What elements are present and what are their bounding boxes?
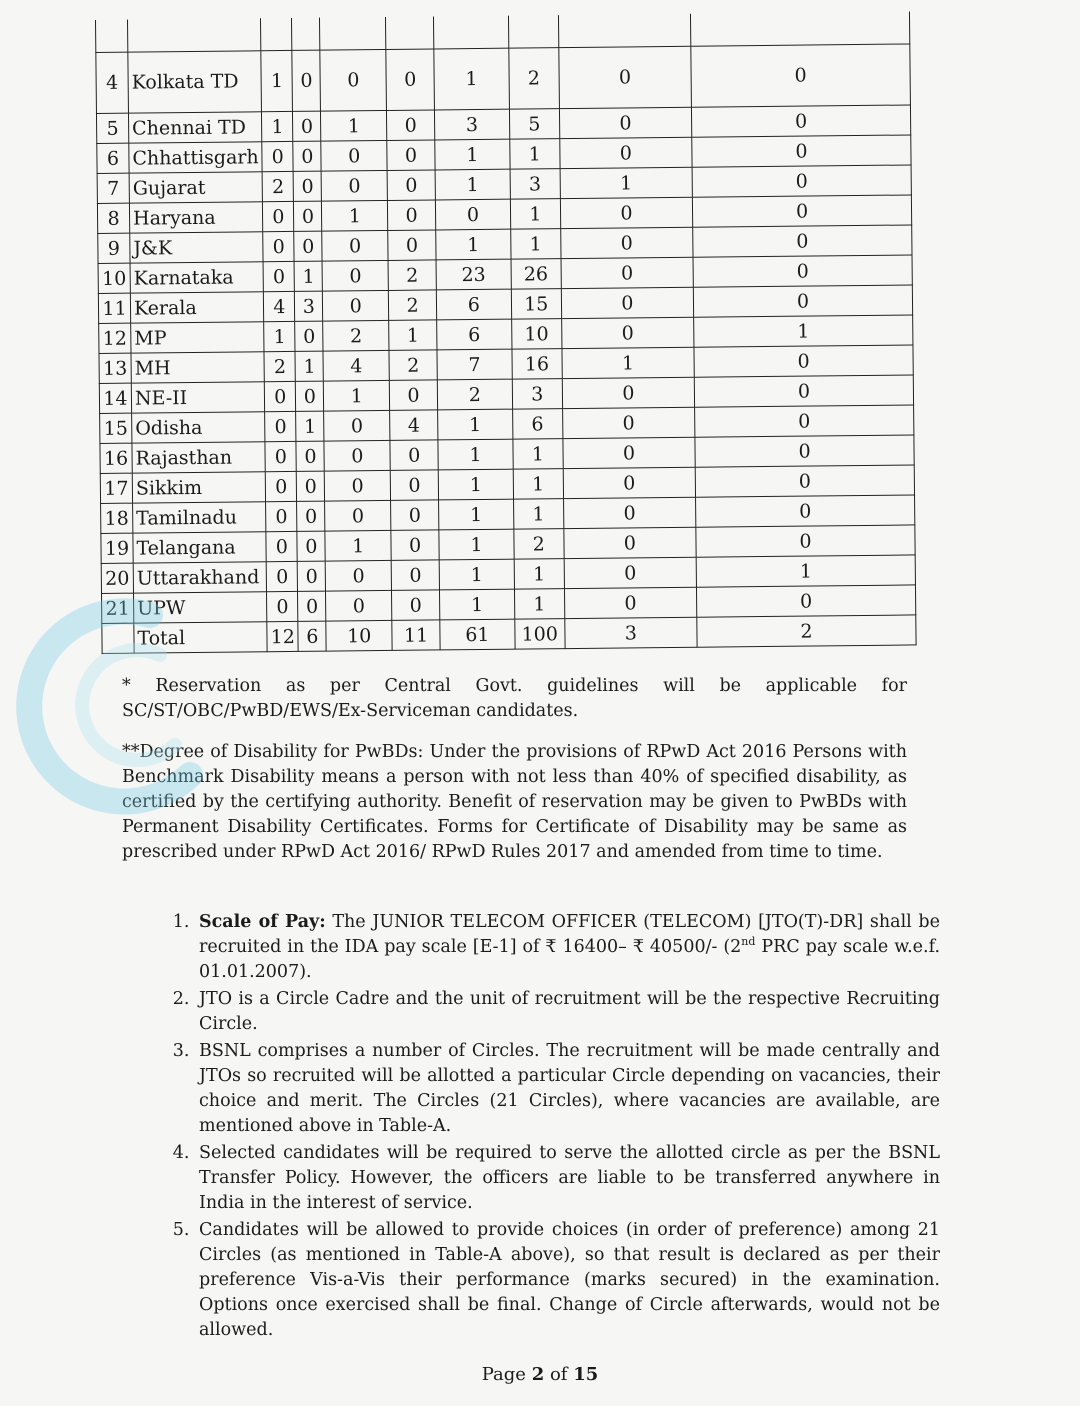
serial-cell: 7	[97, 173, 129, 203]
circle-name-cell: MP	[131, 322, 265, 353]
circle-name-cell: Rajasthan	[132, 442, 266, 473]
count-cell: 1	[514, 589, 564, 620]
count-cell: 0	[325, 470, 391, 501]
disability-paragraph	[122, 740, 907, 865]
count-cell: 3	[295, 291, 323, 321]
count-cell: 1	[694, 315, 913, 347]
count-cell: 0	[322, 230, 388, 261]
circle-name-cell: Haryana	[129, 202, 263, 233]
count-cell: 0	[386, 49, 435, 110]
count-cell: 0	[321, 140, 387, 171]
count-cell: 0	[692, 195, 911, 227]
serial-cell: 4	[96, 52, 129, 113]
serial-cell: 8	[97, 203, 129, 233]
count-cell: 4	[323, 350, 389, 381]
count-cell: 0	[391, 560, 439, 590]
count-cell: 7	[437, 349, 512, 380]
count-cell: 0	[387, 110, 435, 140]
list-item: 3. BSNL comprises a number of Circles. The recruitment will be made centrally and JTOs so recruited will be allotted a particular Circle depending on vacancies, their choice and merit. The Circles (21 Circles), where vacancies are available, are mentioned above in Table-A.	[195, 1039, 940, 1139]
table-row	[96, 44, 911, 114]
count-cell: 3	[510, 169, 560, 200]
count-cell: 1	[696, 555, 915, 587]
vacancy-table	[95, 11, 917, 653]
of-word: of	[549, 1364, 568, 1385]
count-cell: 2	[509, 48, 560, 110]
count-cell: 0	[692, 105, 911, 137]
count-cell: 1	[513, 499, 563, 530]
count-cell: 0	[294, 201, 322, 231]
count-cell: 1	[296, 411, 324, 441]
count-cell: 1	[295, 351, 323, 381]
serial-cell: 21	[102, 593, 134, 623]
count-cell: 1	[325, 530, 391, 561]
circle-name-cell: NE-II	[131, 382, 265, 413]
count-cell: 1	[435, 139, 510, 170]
count-cell: 1	[438, 469, 513, 500]
circle-name-cell: Kerala	[130, 292, 264, 323]
count-cell: 100	[515, 619, 565, 650]
circle-name-cell: Total	[134, 622, 268, 653]
vacancy-table-container	[95, 11, 917, 653]
count-cell: 0	[294, 171, 322, 201]
count-cell: 61	[440, 619, 515, 650]
count-cell: 3	[435, 109, 510, 140]
count-cell: 0	[559, 107, 692, 138]
count-cell: 0	[435, 199, 510, 230]
serial-cell: 20	[101, 563, 133, 593]
count-cell: 0	[293, 111, 321, 141]
count-cell: 1	[261, 50, 293, 111]
count-cell: 2	[262, 171, 293, 201]
scale-of-pay-text-end: PRC pay scale w.e.f. 01.01.2007).	[199, 937, 941, 982]
count-cell: 1	[562, 347, 695, 378]
serial-cell: 5	[96, 113, 128, 143]
count-cell: 0	[388, 200, 436, 230]
count-cell: 5	[509, 109, 559, 140]
count-cell: 0	[696, 495, 915, 527]
list-item: 2. JTO is a Circle Cadre and the unit of recruitment will be the respective Recruiting Circle.	[195, 987, 940, 1037]
circle-name-cell: Tamilnadu	[133, 502, 267, 533]
list-item: 5. Candidates will be allowed to provide choices (in order of preference) among 21 Circles (as mentioned in Table-A above), so that result is declared as per their preference Vis-a-Vis their performance (marks secured) in the examination. Options once exercised shall be final. Change of Circle afterwards, would not be allowed.	[195, 1218, 940, 1343]
count-cell: 0	[563, 497, 696, 528]
count-cell: 0	[387, 170, 435, 200]
count-cell: 2	[697, 615, 916, 647]
count-cell: 0	[561, 317, 694, 348]
circle-name-cell: Kolkata TD	[128, 51, 262, 113]
serial-cell: 12	[99, 323, 131, 353]
count-cell: 11	[392, 620, 440, 650]
circle-name-cell: Chhattisgarh	[129, 142, 263, 173]
count-cell: 0	[693, 255, 912, 287]
count-cell: 0	[392, 590, 440, 620]
count-cell: 1	[324, 380, 390, 411]
count-cell: 0	[320, 49, 386, 111]
count-cell: 0	[297, 501, 325, 531]
count-cell: 23	[436, 259, 511, 290]
count-cell: 0	[296, 381, 324, 411]
serial-cell: 13	[99, 353, 131, 383]
count-cell: 0	[295, 321, 323, 351]
count-cell: 2	[514, 529, 564, 560]
page-footer	[0, 1364, 1080, 1385]
circle-name-cell: Karnataka	[130, 262, 264, 293]
count-cell: 2	[437, 379, 512, 410]
count-cell: 0	[267, 591, 298, 621]
count-cell: 15	[511, 289, 561, 320]
count-cell: 0	[697, 585, 916, 617]
circle-name-cell: UPW	[133, 592, 267, 623]
count-cell: 0	[560, 197, 693, 228]
count-cell: 2	[389, 290, 437, 320]
count-cell: 0	[563, 467, 696, 498]
page-word: Page	[481, 1364, 526, 1385]
count-cell: 0	[387, 140, 435, 170]
page-number: 2	[531, 1364, 545, 1385]
count-cell: 1	[389, 320, 437, 350]
count-cell: 0	[266, 561, 297, 591]
count-cell: 1	[322, 200, 388, 231]
count-cell: 3	[512, 379, 562, 410]
count-cell: 1	[513, 439, 563, 470]
count-cell: 0	[323, 290, 389, 321]
count-cell: 0	[696, 525, 915, 557]
count-cell: 0	[560, 227, 693, 258]
total-pages: 15	[573, 1364, 599, 1385]
count-cell: 0	[292, 50, 321, 111]
circle-name-cell: Gujarat	[129, 172, 263, 203]
count-cell: 1	[439, 559, 514, 590]
count-cell: 0	[265, 441, 296, 471]
count-cell: 10	[326, 620, 392, 651]
count-cell: 1	[264, 321, 295, 351]
serial-cell	[102, 623, 134, 653]
circle-name-cell: J&K	[130, 232, 264, 263]
count-cell: 1	[438, 439, 513, 470]
count-cell: 1	[438, 409, 513, 440]
serial-cell: 9	[98, 233, 130, 263]
list-item	[195, 910, 940, 985]
count-cell: 0	[695, 405, 914, 437]
count-cell: 1	[440, 589, 515, 620]
count-cell: 1	[560, 167, 693, 198]
count-cell: 0	[265, 411, 296, 441]
count-cell: 0	[293, 141, 321, 171]
count-cell: 1	[294, 261, 322, 291]
count-cell: 6	[436, 289, 511, 320]
count-cell: 6	[437, 319, 512, 350]
circle-name-cell: Uttarakhand	[133, 562, 267, 593]
count-cell: 16	[512, 349, 562, 380]
circle-name-cell: Chennai TD	[128, 112, 262, 143]
count-cell: 6	[298, 621, 326, 651]
count-cell: 0	[562, 407, 695, 438]
terms-list	[160, 910, 940, 1345]
count-cell: 0	[322, 260, 388, 291]
count-cell: 0	[326, 560, 392, 591]
count-cell: 0	[294, 231, 322, 261]
scale-of-pay-label: Scale of Pay:	[199, 912, 326, 932]
count-cell: 0	[560, 137, 693, 168]
count-cell: 1	[439, 529, 514, 560]
count-cell: 1	[514, 559, 564, 590]
circle-name-cell: MH	[131, 352, 265, 383]
serial-cell: 16	[100, 443, 132, 473]
superscript: nd	[741, 935, 756, 949]
count-cell: 3	[565, 617, 698, 648]
count-cell: 12	[267, 621, 298, 651]
serial-cell: 15	[100, 413, 132, 443]
count-cell: 0	[298, 591, 326, 621]
count-cell: 0	[324, 410, 390, 441]
serial-cell: 19	[101, 533, 133, 563]
count-cell: 0	[692, 135, 911, 167]
count-cell: 0	[695, 435, 914, 467]
count-cell: 0	[692, 165, 911, 197]
count-cell: 1	[321, 110, 387, 141]
count-cell: 4	[390, 410, 438, 440]
count-cell: 0	[390, 470, 438, 500]
count-cell: 0	[391, 500, 439, 530]
count-cell: 0	[265, 381, 296, 411]
count-cell: 0	[564, 557, 697, 588]
count-cell: 0	[691, 44, 911, 107]
count-cell: 0	[389, 380, 437, 410]
count-cell: 10	[511, 319, 561, 350]
count-cell: 0	[326, 590, 392, 621]
serial-cell: 10	[98, 263, 130, 293]
count-cell: 2	[388, 260, 436, 290]
circle-name-cell: Odisha	[132, 412, 266, 443]
count-cell: 1	[439, 499, 514, 530]
count-cell: 2	[264, 351, 295, 381]
count-cell: 0	[561, 287, 694, 318]
count-cell: 0	[559, 46, 692, 108]
count-cell: 0	[561, 257, 694, 288]
count-cell: 0	[562, 377, 695, 408]
count-cell: 4	[264, 291, 295, 321]
count-cell: 0	[563, 437, 696, 468]
circle-name-cell: Telangana	[133, 532, 267, 563]
count-cell: 0	[263, 231, 294, 261]
count-cell: 0	[297, 471, 325, 501]
reservation-footnote: * Reservation as per Central Govt. guidelines will be applicable for SC/ST/OBC/PwBD/EWS/Ex-Serviceman candidates.	[122, 676, 907, 721]
count-cell: 0	[325, 500, 391, 531]
serial-cell: 14	[99, 383, 131, 413]
count-cell: 1	[510, 139, 560, 170]
list-item: 4. Selected candidates will be required to serve the allotted circle as per the BSNL Transfer Policy. However, the officers are liable to be transferred anywhere in India in the interest of service.	[195, 1141, 940, 1216]
count-cell: 0	[296, 441, 324, 471]
serial-cell: 17	[100, 473, 132, 503]
count-cell: 0	[564, 587, 697, 618]
disability-heading: **Degree of Disability for PwBDs:	[122, 742, 424, 762]
count-cell: 0	[265, 471, 296, 501]
count-cell: 0	[298, 561, 326, 591]
circle-name-cell: Sikkim	[132, 472, 266, 503]
count-cell: 0	[693, 225, 912, 257]
count-cell: 0	[693, 285, 912, 317]
count-cell: 0	[390, 440, 438, 470]
serial-cell: 18	[101, 503, 133, 533]
count-cell: 1	[436, 229, 511, 260]
count-cell: 0	[262, 141, 293, 171]
count-cell: 2	[389, 350, 437, 380]
count-cell: 0	[263, 201, 294, 231]
count-cell: 2	[323, 320, 389, 351]
count-cell: 0	[391, 530, 439, 560]
serial-cell: 6	[97, 143, 129, 173]
count-cell: 0	[321, 170, 387, 201]
count-cell: 0	[324, 440, 390, 471]
count-cell: 0	[388, 230, 436, 260]
count-cell: 1	[262, 111, 293, 141]
count-cell: 1	[510, 199, 560, 230]
count-cell: 0	[695, 465, 914, 497]
count-cell: 1	[434, 48, 509, 110]
count-cell: 1	[513, 469, 563, 500]
count-cell: 0	[266, 531, 297, 561]
count-cell: 6	[512, 409, 562, 440]
count-cell: 0	[694, 375, 913, 407]
count-cell: 0	[694, 345, 913, 377]
count-cell: 0	[266, 501, 297, 531]
count-cell: 0	[297, 531, 325, 561]
count-cell: 1	[510, 229, 560, 260]
count-cell: 0	[564, 527, 697, 558]
count-cell: 1	[435, 169, 510, 200]
count-cell: 26	[511, 259, 561, 290]
disability-text: Under the provisions of RPwD Act 2016 Persons with Benchmark Disability means a person with not less than 40% of specified disability, as certified by the certifying authority. Benefit of reservation may be given to PwBDs with Permanent Disability Certificates. Forms for Certificate of Disability may be same as prescribed under RPwD Act 2016/ RPwD Rules 2017 and amended from time to time.	[122, 742, 907, 862]
count-cell: 0	[263, 261, 294, 291]
serial-cell: 11	[98, 293, 130, 323]
scale-of-pay-text: The JUNIOR TELECOM OFFICER (TELECOM) [JTO(T)-DR] shall be recruited in the IDA pay scale [E-1] of ₹ 16400– ₹ 40500/- (2	[199, 912, 940, 957]
